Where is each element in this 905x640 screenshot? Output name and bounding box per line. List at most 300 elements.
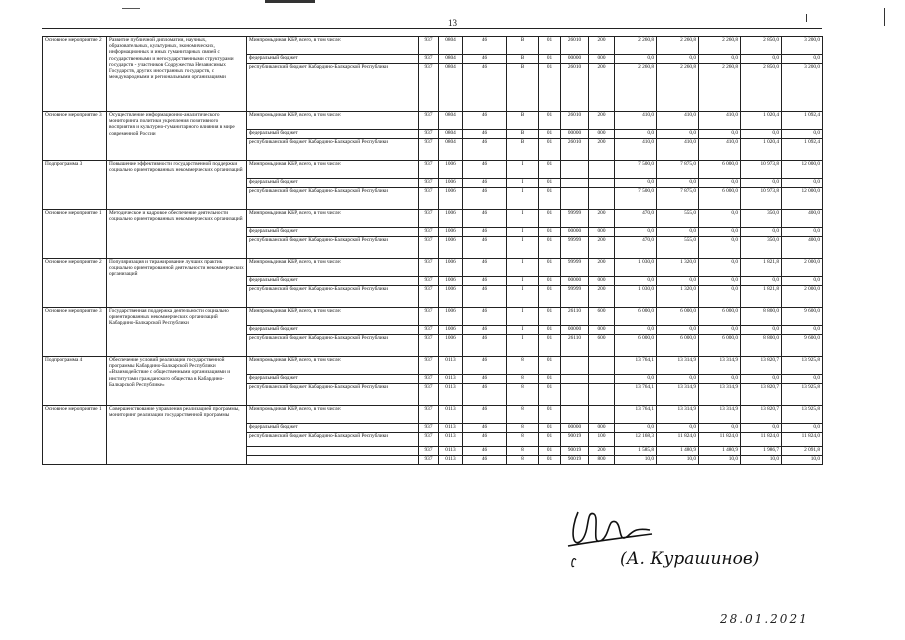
code-cell: 937 xyxy=(419,384,439,406)
amount-cell: 2 260,8 xyxy=(657,64,699,112)
amount-cell: 10,0 xyxy=(615,456,657,465)
block-title-cell: Популяризация и тиражирование лучших практик социально ориентированной деятельности некоммерческих организаций xyxy=(107,259,247,308)
code-cell: 01 xyxy=(539,424,561,433)
code-cell: 01 xyxy=(539,130,561,139)
code-cell: 8 xyxy=(507,447,539,456)
amount-cell: 0,0 xyxy=(657,277,699,286)
amount-cell: 0,0 xyxy=(782,130,823,139)
code-cell: 937 xyxy=(419,433,439,447)
amount-cell: 2 260,8 xyxy=(657,37,699,55)
code-cell: 600 xyxy=(589,308,615,326)
amount-cell: 350,0 xyxy=(741,237,782,259)
source-cell: федеральный бюджет xyxy=(247,55,419,64)
amount-cell: 13 314,9 xyxy=(657,406,699,424)
block-label-cell: Основное мероприятие 3 xyxy=(43,112,107,161)
code-cell: 937 xyxy=(419,161,439,179)
source-cell: республиканский бюджет Кабардино-Балкарской Республики xyxy=(247,433,419,447)
code-cell: 937 xyxy=(419,64,439,112)
code-cell: 46 xyxy=(463,433,507,447)
code-cell: В xyxy=(507,64,539,112)
code-cell: 1006 xyxy=(439,237,463,259)
code-cell: 46 xyxy=(463,237,507,259)
code-cell: 000 xyxy=(589,424,615,433)
amount-cell: 6 000,0 xyxy=(699,161,741,179)
code-cell: 937 xyxy=(419,112,439,130)
amount-cell: 1 585,8 xyxy=(615,447,657,456)
amount-cell: 3 200,0 xyxy=(782,64,823,112)
code-cell: 600 xyxy=(589,335,615,357)
amount-cell: 1 320,0 xyxy=(657,259,699,277)
amount-cell: 0,0 xyxy=(741,130,782,139)
code-cell: 46 xyxy=(463,188,507,210)
code-cell: 01 xyxy=(539,37,561,55)
code-cell: 01 xyxy=(539,55,561,64)
table-row xyxy=(43,308,823,326)
amount-cell: 13 314,9 xyxy=(699,406,741,424)
code-cell: 26010 xyxy=(561,139,589,161)
code-cell: 0804 xyxy=(439,55,463,64)
code-cell: 200 xyxy=(589,210,615,228)
source-cell: республиканский бюджет Кабардино-Балкарской Республики xyxy=(247,139,419,161)
code-cell xyxy=(561,406,589,424)
code-cell: 90019 xyxy=(561,433,589,447)
table-row xyxy=(43,406,823,424)
source-cell: республиканский бюджет Кабардино-Балкарской Республики xyxy=(247,188,419,210)
amount-cell: 11 824,0 xyxy=(741,433,782,447)
code-cell: 0113 xyxy=(439,456,463,465)
amount-cell: 0,0 xyxy=(741,424,782,433)
amount-cell: 2 260,8 xyxy=(615,37,657,55)
amount-cell: 12 168,3 xyxy=(615,433,657,447)
code-cell: 1006 xyxy=(439,326,463,335)
amount-cell: 0,0 xyxy=(782,179,823,188)
code-cell: 000 xyxy=(589,228,615,237)
amount-cell: 0,0 xyxy=(615,326,657,335)
code-cell: I xyxy=(507,210,539,228)
code-cell: 01 xyxy=(539,179,561,188)
code-cell: 01 xyxy=(539,456,561,465)
code-cell: 8 xyxy=(507,406,539,424)
amount-cell: 0,0 xyxy=(699,326,741,335)
source-cell: федеральный бюджет xyxy=(247,375,419,384)
amount-cell: 0,0 xyxy=(782,228,823,237)
code-cell: I xyxy=(507,277,539,286)
amount-cell: 6 000,0 xyxy=(657,308,699,326)
amount-cell: 13 764,1 xyxy=(615,384,657,406)
amount-cell: 0,0 xyxy=(699,130,741,139)
amount-cell: 0,0 xyxy=(699,55,741,64)
amount-cell: 0,0 xyxy=(657,130,699,139)
amount-cell: 0,0 xyxy=(615,277,657,286)
code-cell: 01 xyxy=(539,406,561,424)
source-cell: Минпромьдиная КБР, всего, в том числе: xyxy=(247,37,419,55)
code-cell: 8 xyxy=(507,357,539,375)
code-cell: 46 xyxy=(463,277,507,286)
code-cell: 937 xyxy=(419,179,439,188)
code-cell xyxy=(589,357,615,375)
code-cell: 8 xyxy=(507,375,539,384)
amount-cell: 0,0 xyxy=(657,55,699,64)
amount-cell: 10 973,8 xyxy=(741,161,782,179)
amount-cell: 13 764,1 xyxy=(615,406,657,424)
code-cell: 0804 xyxy=(439,130,463,139)
amount-cell: 0,0 xyxy=(699,259,741,277)
amount-cell: 0,0 xyxy=(657,375,699,384)
code-cell: 1006 xyxy=(439,286,463,308)
code-cell: 26010 xyxy=(561,64,589,112)
amount-cell: 555,0 xyxy=(657,237,699,259)
source-cell: федеральный бюджет xyxy=(247,326,419,335)
amount-cell: 400,0 xyxy=(782,237,823,259)
amount-cell: 350,0 xyxy=(741,210,782,228)
source-cell: федеральный бюджет xyxy=(247,228,419,237)
amount-cell: 13 314,9 xyxy=(699,384,741,406)
code-cell: 1006 xyxy=(439,161,463,179)
code-cell: 8 xyxy=(507,456,539,465)
amount-cell: 0,0 xyxy=(657,228,699,237)
code-cell: 46 xyxy=(463,456,507,465)
block-label-cell: Основное мероприятие 3 xyxy=(43,308,107,357)
source-cell: федеральный бюджет xyxy=(247,424,419,433)
code-cell: 200 xyxy=(589,139,615,161)
amount-cell: 13 314,9 xyxy=(699,357,741,375)
amount-cell: 7 500,0 xyxy=(615,161,657,179)
amount-cell: 0,0 xyxy=(741,228,782,237)
code-cell: 99999 xyxy=(561,210,589,228)
amount-cell: 0,0 xyxy=(782,55,823,64)
block-title-cell: Обеспечение условий реализации государственной программы Кабардино-Балкарской Республики «Взаимодействие с общественными организациями и институтами гражданского общества в Кабардино-Балкарской Республике» xyxy=(107,357,247,406)
amount-cell: 6 000,0 xyxy=(657,335,699,357)
code-cell xyxy=(589,161,615,179)
code-cell: 937 xyxy=(419,326,439,335)
amount-cell: 1 821,8 xyxy=(741,259,782,277)
code-cell: 46 xyxy=(463,130,507,139)
source-cell: Минпромьдиная КБР, всего, в том числе: xyxy=(247,406,419,424)
amount-cell: 555,0 xyxy=(657,210,699,228)
amount-cell: 11 824,0 xyxy=(657,433,699,447)
code-cell: 000 xyxy=(589,130,615,139)
block-title-cell: Совершенствование управления реализацией программы, мониторинг реализации государственной программы xyxy=(107,406,247,465)
code-cell: 00000 xyxy=(561,55,589,64)
amount-cell: 2 000,0 xyxy=(782,286,823,308)
code-cell: 99999 xyxy=(561,237,589,259)
amount-cell: 12 000,0 xyxy=(782,188,823,210)
code-cell: 937 xyxy=(419,259,439,277)
code-cell: 200 xyxy=(589,447,615,456)
source-cell-continued xyxy=(247,456,419,465)
code-cell: 46 xyxy=(463,357,507,375)
code-cell: 937 xyxy=(419,55,439,64)
code-cell: 01 xyxy=(539,112,561,130)
code-cell: 8 xyxy=(507,384,539,406)
code-cell: 1006 xyxy=(439,210,463,228)
amount-cell: 1 320,0 xyxy=(657,286,699,308)
code-cell: I xyxy=(507,335,539,357)
code-cell: 46 xyxy=(463,161,507,179)
amount-cell: 0,0 xyxy=(615,130,657,139)
block-label-cell: Подпрограмма 3 xyxy=(43,161,107,210)
amount-cell: 6 000,0 xyxy=(615,335,657,357)
code-cell: I xyxy=(507,188,539,210)
page-number: 13 xyxy=(448,18,457,28)
amount-cell: 410,0 xyxy=(699,112,741,130)
amount-cell: 1 480,9 xyxy=(657,447,699,456)
amount-cell: 10,0 xyxy=(741,456,782,465)
amount-cell: 1 821,8 xyxy=(741,286,782,308)
amount-cell: 0,0 xyxy=(741,326,782,335)
block-label-cell: Основное мероприятие 1 xyxy=(43,210,107,259)
code-cell: 00000 xyxy=(561,424,589,433)
code-cell xyxy=(561,375,589,384)
table-row xyxy=(43,112,823,130)
table-row xyxy=(43,161,823,179)
code-cell: I xyxy=(507,179,539,188)
code-cell: 01 xyxy=(539,139,561,161)
code-cell xyxy=(561,161,589,179)
code-cell: 200 xyxy=(589,237,615,259)
code-cell: 937 xyxy=(419,357,439,375)
block-title-cell: Государственная поддержка деятельности социально ориентированных некоммерческих организаций Кабардино-Балкарской Республики xyxy=(107,308,247,357)
code-cell xyxy=(561,188,589,210)
scan-artifact-top xyxy=(265,0,315,3)
code-cell: 1006 xyxy=(439,188,463,210)
code-cell: 01 xyxy=(539,210,561,228)
code-cell: 01 xyxy=(539,335,561,357)
code-cell: 8 xyxy=(507,433,539,447)
code-cell: 26010 xyxy=(561,112,589,130)
block-title-cell: Повышение эффективности государственной поддержки социально ориентированных некоммерческих организаций xyxy=(107,161,247,210)
amount-cell: 400,0 xyxy=(782,210,823,228)
code-cell: 937 xyxy=(419,447,439,456)
amount-cell: 13 925,8 xyxy=(782,384,823,406)
code-cell: 99999 xyxy=(561,259,589,277)
table-row xyxy=(43,259,823,277)
code-cell: В xyxy=(507,55,539,64)
source-cell: Минпромьдиная КБР, всего, в том числе: xyxy=(247,210,419,228)
code-cell: 00000 xyxy=(561,130,589,139)
code-cell: 1006 xyxy=(439,308,463,326)
amount-cell: 3 200,0 xyxy=(782,37,823,55)
code-cell: 00000 xyxy=(561,326,589,335)
code-cell: 937 xyxy=(419,210,439,228)
code-cell: 0113 xyxy=(439,447,463,456)
code-cell xyxy=(589,406,615,424)
source-cell: республиканский бюджет Кабардино-Балкарской Республики xyxy=(247,64,419,112)
code-cell xyxy=(589,375,615,384)
amount-cell: 410,0 xyxy=(657,139,699,161)
code-cell: 46 xyxy=(463,375,507,384)
block-label-cell: Основное мероприятие 2 xyxy=(43,37,107,112)
code-cell: 937 xyxy=(419,277,439,286)
code-cell: 46 xyxy=(463,55,507,64)
amount-cell: 6 000,0 xyxy=(699,308,741,326)
amount-cell: 0,0 xyxy=(741,375,782,384)
amount-cell: 2 091,8 xyxy=(782,447,823,456)
block-label-cell: Подпрограмма 4 xyxy=(43,357,107,406)
code-cell: 90019 xyxy=(561,447,589,456)
code-cell: 0113 xyxy=(439,375,463,384)
amount-cell: 2 850,0 xyxy=(741,64,782,112)
code-cell: 46 xyxy=(463,308,507,326)
source-cell: Минпромьдиная КБР, всего, в том числе: xyxy=(247,112,419,130)
code-cell: 1006 xyxy=(439,179,463,188)
block-title-cell: Методическое и кадровое обеспечение деятельности социально ориентированных некоммерческих организаций xyxy=(107,210,247,259)
code-cell xyxy=(561,179,589,188)
code-cell: 1006 xyxy=(439,228,463,237)
table-row xyxy=(43,37,823,55)
code-cell: 937 xyxy=(419,335,439,357)
code-cell: 01 xyxy=(539,384,561,406)
amount-cell: 13 314,9 xyxy=(657,357,699,375)
code-cell: 46 xyxy=(463,326,507,335)
amount-cell: 0,0 xyxy=(699,179,741,188)
code-cell: 01 xyxy=(539,286,561,308)
signature xyxy=(560,500,790,580)
table-row xyxy=(43,210,823,228)
amount-cell: 13 820,7 xyxy=(741,406,782,424)
amount-cell: 1 030,0 xyxy=(615,259,657,277)
amount-cell: 6 000,0 xyxy=(699,188,741,210)
amount-cell: 7 500,0 xyxy=(615,188,657,210)
amount-cell: 410,0 xyxy=(699,139,741,161)
amount-cell: 13 820,7 xyxy=(741,384,782,406)
amount-cell: 0,0 xyxy=(699,237,741,259)
code-cell: 000 xyxy=(589,326,615,335)
block-label-cell: Основное мероприятие 2 xyxy=(43,259,107,308)
code-cell: I xyxy=(507,326,539,335)
code-cell: 01 xyxy=(539,277,561,286)
amount-cell: 0,0 xyxy=(699,277,741,286)
amount-cell: 0,0 xyxy=(699,228,741,237)
code-cell: 937 xyxy=(419,237,439,259)
amount-cell: 1 020,4 xyxy=(741,139,782,161)
amount-cell: 2 260,8 xyxy=(699,64,741,112)
code-cell: 937 xyxy=(419,456,439,465)
code-cell: 46 xyxy=(463,286,507,308)
block-title-cell: Осуществление информационно-аналитического мониторинга политики укрепления позитивного восприятия и культурно-гуманитарного влияния в мире современной России xyxy=(107,112,247,161)
source-cell: Минпромьдиная КБР, всего, в том числе: xyxy=(247,259,419,277)
code-cell: 46 xyxy=(463,228,507,237)
code-cell: 0113 xyxy=(439,406,463,424)
code-cell: 46 xyxy=(463,139,507,161)
amount-cell: 1 020,4 xyxy=(741,112,782,130)
code-cell: I xyxy=(507,161,539,179)
amount-cell: 1 030,0 xyxy=(615,286,657,308)
amount-cell: 0,0 xyxy=(782,326,823,335)
header-rule xyxy=(42,28,822,29)
code-cell: 46 xyxy=(463,424,507,433)
code-cell: 26110 xyxy=(561,335,589,357)
code-cell: 8 xyxy=(507,424,539,433)
source-cell: федеральный бюджет xyxy=(247,179,419,188)
code-cell: 46 xyxy=(463,64,507,112)
code-cell: 46 xyxy=(463,335,507,357)
source-cell-continued xyxy=(247,447,419,456)
code-cell: 200 xyxy=(589,286,615,308)
amount-cell: 0,0 xyxy=(699,424,741,433)
amount-cell: 0,0 xyxy=(699,286,741,308)
amount-cell: 0,0 xyxy=(657,424,699,433)
code-cell: 46 xyxy=(463,210,507,228)
amount-cell: 0,0 xyxy=(741,179,782,188)
amount-cell: 410,0 xyxy=(615,112,657,130)
code-cell xyxy=(589,179,615,188)
signature-name: (А. Курашинов) xyxy=(620,549,760,569)
code-cell: 01 xyxy=(539,357,561,375)
code-cell: 937 xyxy=(419,139,439,161)
code-cell: 01 xyxy=(539,237,561,259)
amount-cell: 0,0 xyxy=(615,424,657,433)
code-cell: 01 xyxy=(539,259,561,277)
code-cell: 1006 xyxy=(439,259,463,277)
code-cell: 937 xyxy=(419,406,439,424)
code-cell: 000 xyxy=(589,55,615,64)
code-cell: 26110 xyxy=(561,308,589,326)
amount-cell: 0,0 xyxy=(741,277,782,286)
code-cell: 200 xyxy=(589,259,615,277)
code-cell: 0804 xyxy=(439,37,463,55)
amount-cell: 0,0 xyxy=(699,375,741,384)
code-cell: I xyxy=(507,259,539,277)
scan-artifact-left xyxy=(122,8,140,9)
block-label-cell: Основное мероприятие 1 xyxy=(43,406,107,465)
amount-cell: 8 800,0 xyxy=(741,335,782,357)
code-cell: 00000 xyxy=(561,228,589,237)
date-scribble: 28.01.2021 xyxy=(720,612,809,626)
code-cell: 800 xyxy=(589,456,615,465)
code-cell: 46 xyxy=(463,384,507,406)
amount-cell: 0,0 xyxy=(615,179,657,188)
amount-cell: 13 925,8 xyxy=(782,406,823,424)
source-cell: республиканский бюджет Кабардино-Балкарской Республики xyxy=(247,237,419,259)
code-cell: I xyxy=(507,228,539,237)
amount-cell: 1 986,7 xyxy=(741,447,782,456)
code-cell: 01 xyxy=(539,64,561,112)
code-cell: В xyxy=(507,37,539,55)
code-cell xyxy=(561,357,589,375)
code-cell: 0804 xyxy=(439,139,463,161)
code-cell: 99999 xyxy=(561,286,589,308)
code-cell: 46 xyxy=(463,112,507,130)
amount-cell: 8 800,0 xyxy=(741,308,782,326)
code-cell: I xyxy=(507,286,539,308)
amount-cell: 7 875,0 xyxy=(657,161,699,179)
amount-cell: 12 000,0 xyxy=(782,161,823,179)
code-cell: 1006 xyxy=(439,277,463,286)
code-cell: 937 xyxy=(419,228,439,237)
code-cell: 46 xyxy=(463,259,507,277)
amount-cell: 0,0 xyxy=(782,424,823,433)
code-cell: 0804 xyxy=(439,112,463,130)
amount-cell: 13 764,1 xyxy=(615,357,657,375)
code-cell: 937 xyxy=(419,188,439,210)
code-cell: 0804 xyxy=(439,64,463,112)
amount-cell: 11 824,0 xyxy=(699,433,741,447)
budget-table xyxy=(42,36,823,465)
code-cell: 0113 xyxy=(439,433,463,447)
code-cell: I xyxy=(507,308,539,326)
code-cell: 01 xyxy=(539,375,561,384)
code-cell: 01 xyxy=(539,447,561,456)
code-cell: 1006 xyxy=(439,335,463,357)
amount-cell: 10,0 xyxy=(657,456,699,465)
code-cell: 01 xyxy=(539,433,561,447)
amount-cell: 0,0 xyxy=(615,228,657,237)
code-cell xyxy=(589,188,615,210)
source-cell: Минпромьдиная КБР, всего, в том числе: xyxy=(247,161,419,179)
code-cell: 200 xyxy=(589,64,615,112)
amount-cell: 11 824,0 xyxy=(782,433,823,447)
